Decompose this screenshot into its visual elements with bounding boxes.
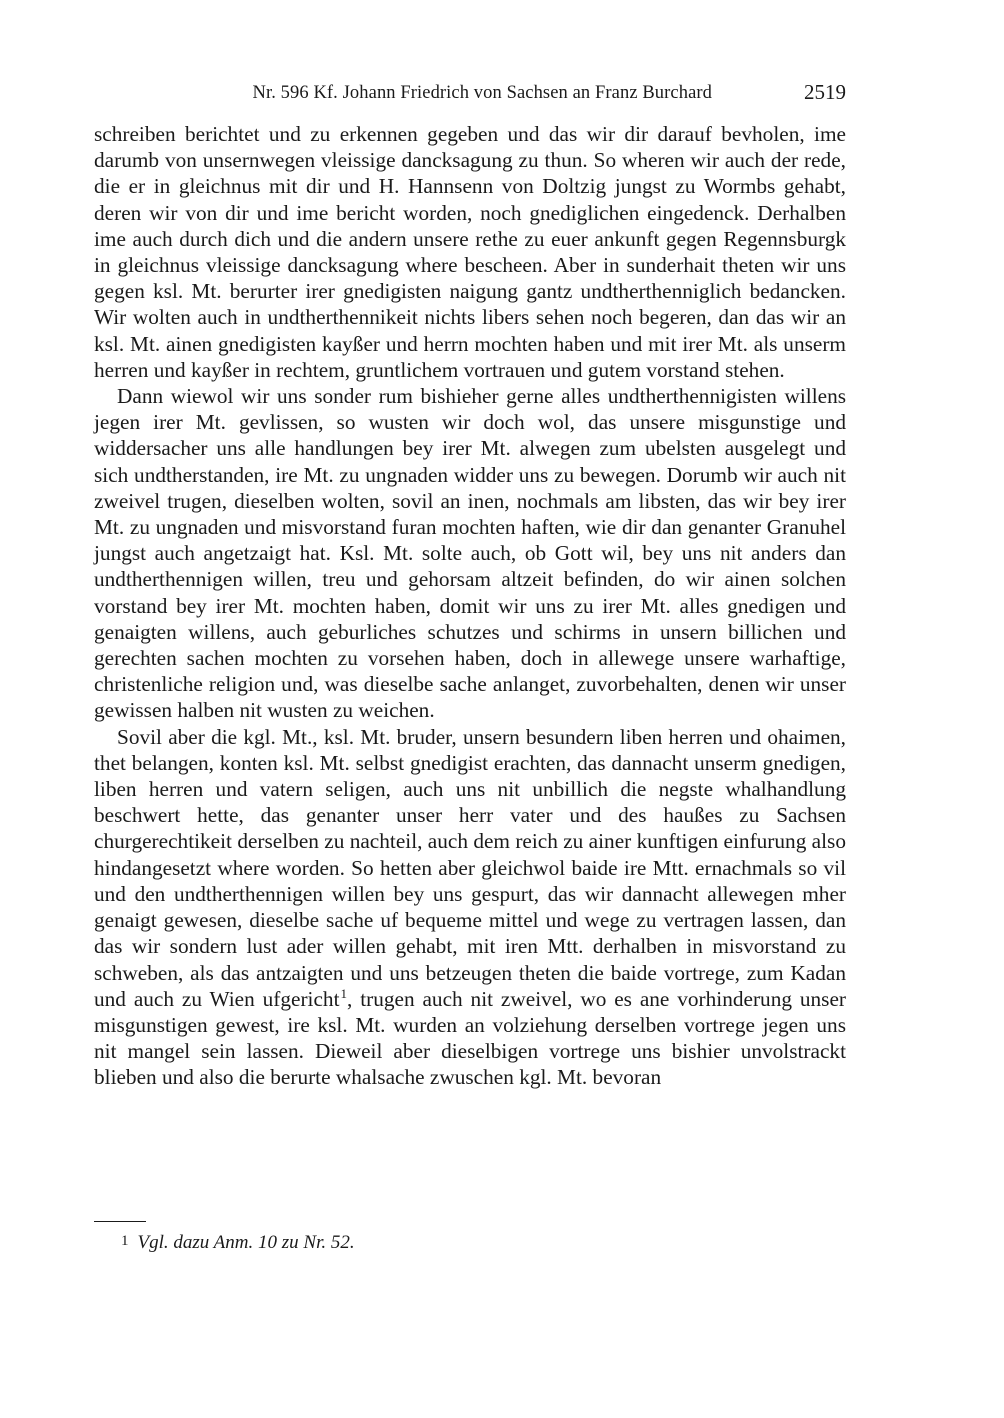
body-text <box>94 121 846 1091</box>
paragraph-text: , trugen auch nit zweivel, wo es ane vorhinderung unser misgunstigen gewest, ire ksl. Mt. wurden an volziehung derselben vortrege jegen uns nit mangel sein lassen. Dieweil aber dieselbigen vortrege uns bishier unvolstrackt blieben und also die berurte whalsache zwuschen kgl. Mt. bevoran <box>94 986 847 1090</box>
page-number: 2519 <box>804 80 846 104</box>
paragraph <box>94 724 846 1091</box>
footnote-text: Vgl. dazu Anm. 10 zu Nr. 52. <box>137 1232 355 1253</box>
paragraph: Dann wiewol wir uns sonder rum bishieher gerne alles undtherthennigisten willens jegen irer Mt. gevlissen, so wusten wir doch wol, das unsere misgunstige und widdersacher uns alle handlungen bey irer Mt. alwegen zum ubelsten ausgelegt und sich undtherstanden, ire Mt. zu ungnaden widder uns zu bewegen. Dorumb wir auch nit zweivel trugen, dieselben wolten, sovil an inen, nochmals am libsten, das wir bey irer Mt. zu ungnaden und misvorstand furan mochten haften, wie dir dan genanter Granuhel jungst auch angetzaigt hat. Ksl. Mt. solte auch, ob Gott wil, bey uns nit anders dan undtherthennigen willen, treu und gehorsam altzeit befinden, do wir ainen solchen vorstand bey irer Mt. mochten haben, domit wir uns zu irer Mt. alles gnedigen und genaigten willens, auch geburliches schutzes und schirms in unsern billichen und gerechten sachen mochten zu vorsehen haben, doch in allewege unsere warhaftige, christenliche religion und, was dieselbe sache anlanget, zuvorbehalten, denen wir unser gewissen halben nit wusten zu weichen. <box>94 384 846 723</box>
paragraph: schreiben berichtet und zu erkennen gegeben und das wir dir darauf bevholen, ime darumb von unsernwegen vleissige dancksagung zu thun. So wheren wir auch der rede, die er in gleichnus mit dir und H. Hannsenn von Doltzig jungst zu Wormbs gehabt, deren wir von dir und ime bericht worden, noch gnediglichen eingedenck. Derhalben ime auch durch dich und die andern unsere rethe zu euer ankunft gegen Regennsburgk in gleichnus vleissige dancksagung where bescheen. Aber in sunderhait theten wir uns gegen ksl. Mt. berurter irer gnedigisten naigung gantz undtherthenniglich bedancken. Wir wolten auch in undtherthennikeit nichts libers sehen noch begeren, dan das wir an ksl. Mt. ainen gnedigisten kayßer und herrn mochten haben und mit irer Mt. als unserm herren und kayßer in rechtem, gruntlichem vortrauen und gutem vorstand stehen. <box>94 122 846 382</box>
paragraph-text: Sovil aber die kgl. Mt., ksl. Mt. bruder, unsern besundern liben herren und ohaimen, thet belangen, konten ksl. Mt. selbst gnedigist erachten, das dannacht unserm gnedigen, liben herren und vatern seligen, auch uns nit unbillich die negste whalhandlung beschwert hette, das genanter unser herr vater und des haußes zu Sachsen churgerechtikeit derselben zu nachteil, auch dem reich zu ainer kunftigen einfurung also hindangesetzt where worden. So hetten aber gleichwol baide ire Mtt. ernachmals so vil und den undtherthennigen willen bey uns gespurt, das wir dannacht allewegen mher genaigt gewesen, dieselbe sache uf bequeme mittel und wege zu vertragen lassen, dan das wir sondern lust ader willen gehabt, mit iren Mtt. derhalben in misvorstand zu schweben, als das antzaigten und uns betzeugen theten die baide vortrege, zum Kadan und auch zu Wien ufgericht <box>94 724 846 1011</box>
running-head-title: Nr. 596 Kf. Johann Friedrich von Sachsen an Franz Burchard <box>252 83 712 103</box>
footnote-divider <box>94 1221 146 1222</box>
document-page <box>94 78 846 1091</box>
footnote-reference[interactable]: 1 <box>340 985 347 1001</box>
running-head <box>94 78 846 108</box>
footnote <box>121 1229 355 1255</box>
footnote-number: 1 <box>121 1233 129 1249</box>
